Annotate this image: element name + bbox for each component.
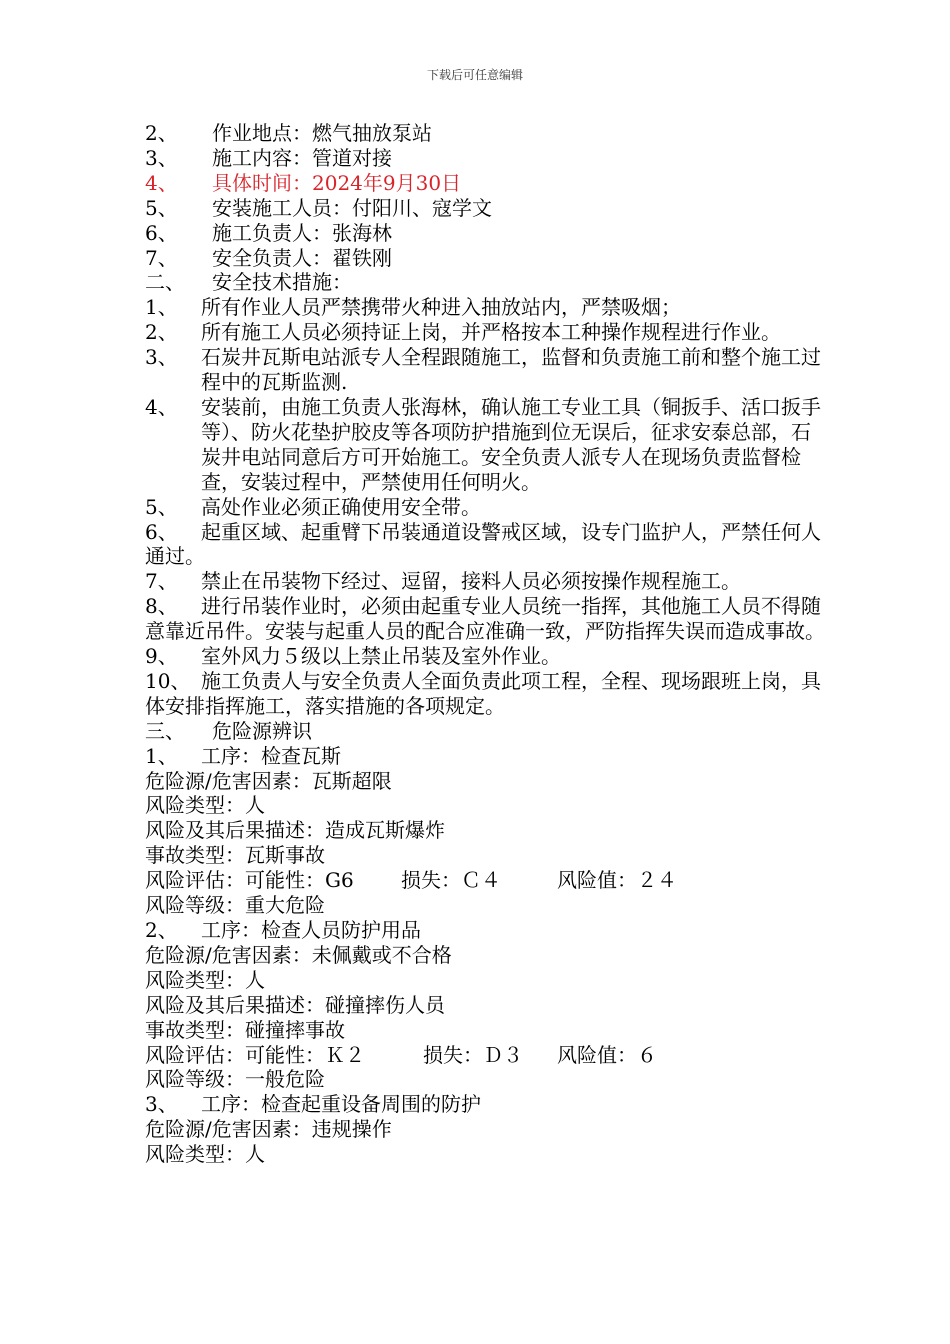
hazard-evaluation: 风险评估：可能性：Ｋ２ 损失：Ｄ３ 风险值：６ (145, 1042, 657, 1067)
list-item: 3、 施工内容：管道对接 (145, 145, 392, 170)
hazard-process: 2、 工序：检查人员防护用品 (145, 918, 421, 942)
document-body (145, 121, 825, 1167)
list-item: 7、 安全负责人：翟铁刚 (145, 245, 392, 270)
hazard-process: 1、 工序：检查瓦斯 (145, 743, 341, 768)
measure-item: 3、 石炭井瓦斯电站派专人全程跟随施工，监督和负责施工前和整个施工过程中的瓦斯监测. (145, 345, 821, 395)
list-item: 6、 施工负责人：张海林 (145, 220, 392, 245)
measure-item: 5、 高处作业必须正确使用安全带。 (145, 494, 481, 519)
hazard-accident-type: 事故类型：瓦斯事故 (145, 843, 325, 868)
page-header: 下载后可任意编辑 (426, 68, 523, 82)
measure-item: 2、 所有施工人员必须持证上岗，并严格按本工种操作规程进行作业。 (145, 320, 781, 345)
measure-item: 1、 所有作业人员严禁携带火种进入抽放站内，严禁吸烟； (145, 295, 681, 320)
hazard-level: 风险等级：一般危险 (145, 1067, 325, 1092)
list-item-highlighted: 4、 具体时间：2024年9月30日 (145, 170, 462, 195)
measure-item: 10、 施工负责人与安全负责人全面负责此项工程，全程、现场跟班上岗，具体安排指挥施工，落实措施的各项规定。 (145, 668, 821, 718)
measure-item: 6、 起重区域、起重臂下吊装通道设警戒区域，设专门监护人，严禁任何人通过。 (145, 519, 821, 569)
measure-item: 9、 室外风力５级以上禁止吊装及室外作业。 (145, 644, 561, 669)
section-heading: 二、 安全技术措施： (145, 270, 352, 295)
hazard-level: 风险等级：重大危险 (145, 893, 325, 918)
hazard-description: 风险及其后果描述：造成瓦斯爆炸 (145, 818, 445, 843)
hazard-type: 风险类型：人 (145, 967, 265, 992)
list-item: 5、 安装施工人员：付阳川、寇学文 (145, 195, 492, 220)
hazard-type: 风险类型：人 (145, 793, 265, 818)
hazard-process: 3、 工序：检查起重设备周围的防护 (145, 1092, 481, 1117)
hazard-source: 危险源/危害因素：未佩戴或不合格 (145, 942, 452, 967)
hazard-type: 风险类型：人 (145, 1142, 265, 1167)
measure-item: 7、 禁止在吊装物下经过、逗留，接料人员必须按操作规程施工。 (145, 569, 741, 594)
hazard-source: 危险源/危害因素：违规操作 (145, 1117, 392, 1142)
measure-item: 4、 安装前，由施工负责人张海林，确认施工专业工具（铜扳手、活口扳手等）、防火花垫护胶皮等各项防护措施到位无误后，征求安泰总部，石炭井电站同意后方可开始施工。安全负责人派专人在现场负责监督检查，安装过程中，严禁使用任何明火。 (145, 394, 821, 494)
hazard-accident-type: 事故类型：碰撞摔事故 (145, 1017, 345, 1042)
list-item: 2、 作业地点：燃气抽放泵站 (145, 121, 432, 145)
measure-item: 8、 进行吊装作业时，必须由起重专业人员统一指挥，其他施工人员不得随意靠近吊件。安装与起重人员的配合应准确一致，严防指挥失误而造成事故。 (145, 594, 825, 644)
section-heading: 三、 危险源辨识 (145, 718, 312, 743)
hazard-source: 危险源/危害因素：瓦斯超限 (145, 768, 392, 793)
hazard-evaluation: 风险评估：可能性：G6 损失：Ｃ４ 风险值：２４ (145, 868, 677, 893)
hazard-description: 风险及其后果描述：碰撞摔伤人员 (145, 992, 445, 1017)
